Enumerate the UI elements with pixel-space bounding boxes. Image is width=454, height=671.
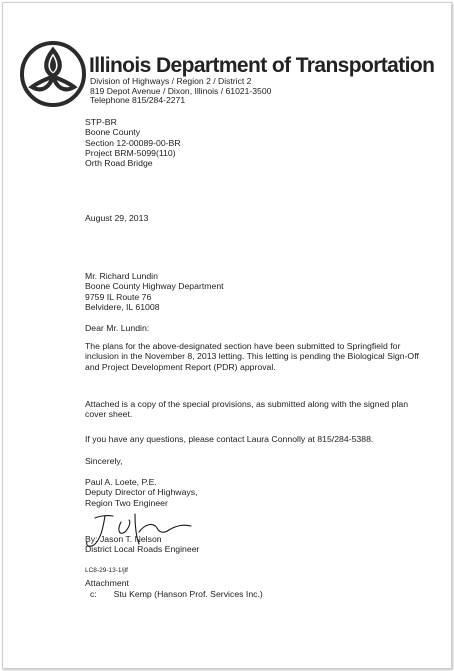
recipient-block <box>85 271 224 312</box>
project-line: Project BRM-5099(110) <box>85 147 176 158</box>
attachment-label: Attachment <box>85 578 129 588</box>
closing: Sincerely, <box>85 456 123 466</box>
letterhead-line: Telephone 815/284-2271 <box>90 95 186 106</box>
recipient-line: Boone County Highway Department <box>85 281 224 292</box>
letterhead-line: 819 Depot Avenue / Dixon, Illinois / 61021-3500 <box>90 85 272 96</box>
signer-line: Region Two Engineer <box>85 497 168 508</box>
cc-value: Stu Kemp (Hanson Prof. Services Inc.) <box>113 589 263 599</box>
project-line: STP-BR <box>85 117 117 127</box>
reference-code: LC8-29-13-1/jlf <box>85 567 128 574</box>
body-paragraph: If you have any questions, please contact Laura Connolly at 815/284-5388. <box>85 434 374 444</box>
project-line: Boone County <box>85 127 141 138</box>
by-line: District Local Roads Engineer <box>85 544 200 555</box>
letterhead-line: Division of Highways / Region 2 / District 2 <box>90 76 252 86</box>
cc-line <box>90 589 263 599</box>
agency-name: Illinois Department of Transportation <box>89 54 435 77</box>
recipient-line: Belvidere, IL 61008 <box>85 301 160 312</box>
by-block <box>85 534 199 555</box>
letter-date: August 29, 2013 <box>85 213 149 223</box>
recipient-line: 9759 IL Route 76 <box>85 291 152 302</box>
signer-line: Deputy Director of Highways, <box>85 487 198 498</box>
cc-label: c: <box>90 589 97 599</box>
body-paragraph: Attached is a copy of the special provisions, as submitted along with the signed plan cover sheet. <box>85 399 409 420</box>
signer-line: Paul A. Loete, P.E. <box>85 477 157 487</box>
letter-page <box>2 2 452 669</box>
recipient-line: Mr. Richard Lundin <box>85 271 158 281</box>
project-block <box>85 117 181 168</box>
by-line: By: Jason T. Nelson <box>85 534 162 544</box>
body-paragraph: The plans for the above-designated section have been submitted to Springfield for inclusion in the November 8, 2013 letting. This letting is pending the Biological Sign-Off and Project Development Report (PDR) approval. <box>85 341 419 372</box>
idot-logo-icon <box>20 41 86 107</box>
letterhead-address <box>90 77 271 106</box>
project-line: Orth Road Bridge <box>85 158 153 169</box>
salutation: Dear Mr. Lundin: <box>85 323 150 333</box>
project-line: Section 12-00089-00-BR <box>85 137 181 148</box>
signer-block <box>85 477 198 508</box>
